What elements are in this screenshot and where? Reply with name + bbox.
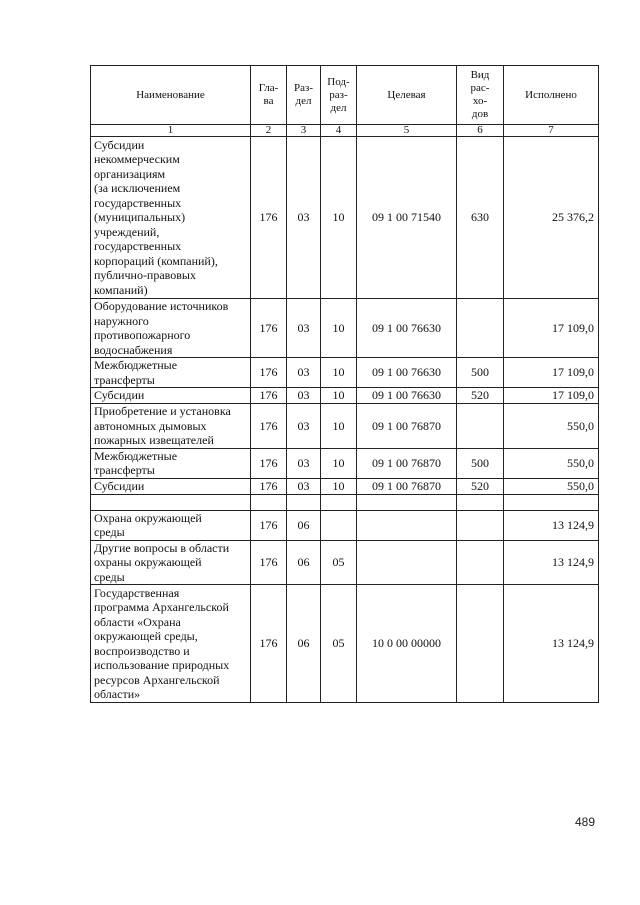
cell-celevaya: 09 1 00 76870: [357, 404, 457, 449]
cell-podrazdel: 10: [321, 388, 357, 404]
cell-glava: 176: [251, 388, 287, 404]
cell-vid: [457, 510, 504, 540]
table-row: [91, 137, 599, 299]
cell-razdel: 03: [287, 299, 321, 358]
cell-name: Охрана окружающей среды: [91, 510, 251, 540]
cell-glava: 176: [251, 540, 287, 585]
cell-celevaya: 09 1 00 76870: [357, 478, 457, 494]
cell-podrazdel: 05: [321, 540, 357, 585]
cell-ispolneno: 550,0: [504, 448, 599, 478]
cell-name: Субсидии: [91, 478, 251, 494]
cell-name: Межбюджетные трансферты: [91, 358, 251, 388]
column-number: 1: [91, 125, 251, 137]
cell-ispolneno: 550,0: [504, 404, 599, 449]
cell-name: Оборудование источников наружного противопожарного водоснабжения: [91, 299, 251, 358]
cell-vid: [457, 494, 504, 510]
table-row: [91, 404, 599, 449]
column-number-row: [91, 125, 599, 137]
cell-razdel: [287, 494, 321, 510]
cell-ispolneno: 13 124,9: [504, 540, 599, 585]
cell-celevaya: [357, 540, 457, 585]
table-row: [91, 540, 599, 585]
cell-name: Приобретение и установка автономных дымовых пожарных извещателей: [91, 404, 251, 449]
cell-razdel: 03: [287, 358, 321, 388]
cell-ispolneno: 550,0: [504, 478, 599, 494]
cell-glava: 176: [251, 585, 287, 703]
cell-vid: 500: [457, 448, 504, 478]
cell-celevaya: 10 0 00 00000: [357, 585, 457, 703]
cell-vid: 500: [457, 358, 504, 388]
cell-razdel: 03: [287, 404, 321, 449]
cell-vid: 520: [457, 388, 504, 404]
column-number: 4: [321, 125, 357, 137]
header-ispolneno: Исполнено: [504, 66, 599, 125]
cell-vid: [457, 299, 504, 358]
cell-glava: 176: [251, 299, 287, 358]
cell-celevaya: [357, 510, 457, 540]
cell-razdel: 06: [287, 540, 321, 585]
column-number: 6: [457, 125, 504, 137]
column-number: 2: [251, 125, 287, 137]
cell-name: Субсидии: [91, 388, 251, 404]
cell-ispolneno: 17 109,0: [504, 358, 599, 388]
cell-vid: [457, 404, 504, 449]
cell-podrazdel: [321, 510, 357, 540]
cell-glava: 176: [251, 448, 287, 478]
column-number: 7: [504, 125, 599, 137]
cell-ispolneno: 25 376,2: [504, 137, 599, 299]
table-row: [91, 448, 599, 478]
cell-vid: 520: [457, 478, 504, 494]
cell-razdel: 03: [287, 137, 321, 299]
cell-ispolneno: 17 109,0: [504, 299, 599, 358]
cell-razdel: 06: [287, 585, 321, 703]
cell-podrazdel: 10: [321, 478, 357, 494]
cell-vid: 630: [457, 137, 504, 299]
table-row: [91, 388, 599, 404]
column-number: 5: [357, 125, 457, 137]
header-celevaya: Целевая: [357, 66, 457, 125]
header-name: Наименование: [91, 66, 251, 125]
cell-ispolneno: [504, 494, 599, 510]
table-row: [91, 299, 599, 358]
table-row: [91, 478, 599, 494]
cell-name: [91, 494, 251, 510]
cell-name: Другие вопросы в области охраны окружающей среды: [91, 540, 251, 585]
header-vid: Вид рас- хо- дов: [457, 66, 504, 125]
cell-ispolneno: 17 109,0: [504, 388, 599, 404]
table-row: [91, 510, 599, 540]
header-razdel: Раз- дел: [287, 66, 321, 125]
cell-podrazdel: 10: [321, 299, 357, 358]
cell-podrazdel: 10: [321, 358, 357, 388]
cell-name: Государственная программа Архангельской области «Охрана окружающей среды, воспроизводство и использование природных ресурсов Архангельской области»: [91, 585, 251, 703]
cell-glava: 176: [251, 510, 287, 540]
cell-ispolneno: 13 124,9: [504, 585, 599, 703]
cell-glava: 176: [251, 358, 287, 388]
cell-glava: 176: [251, 478, 287, 494]
cell-vid: [457, 585, 504, 703]
header-row: [91, 66, 599, 125]
cell-ispolneno: 13 124,9: [504, 510, 599, 540]
cell-razdel: 06: [287, 510, 321, 540]
cell-podrazdel: [321, 494, 357, 510]
header-glava: Гла- ва: [251, 66, 287, 125]
cell-razdel: 03: [287, 388, 321, 404]
table-row: [91, 358, 599, 388]
cell-glava: 176: [251, 137, 287, 299]
column-number: 3: [287, 125, 321, 137]
cell-glava: 176: [251, 404, 287, 449]
budget-table: [90, 65, 599, 703]
cell-celevaya: 09 1 00 76630: [357, 299, 457, 358]
cell-podrazdel: 10: [321, 448, 357, 478]
cell-podrazdel: 05: [321, 585, 357, 703]
cell-podrazdel: 10: [321, 404, 357, 449]
cell-celevaya: [357, 494, 457, 510]
cell-celevaya: 09 1 00 71540: [357, 137, 457, 299]
cell-celevaya: 09 1 00 76630: [357, 388, 457, 404]
page-number: 489: [574, 815, 595, 829]
table-row: [91, 494, 599, 510]
cell-razdel: 03: [287, 448, 321, 478]
cell-podrazdel: 10: [321, 137, 357, 299]
cell-celevaya: 09 1 00 76630: [357, 358, 457, 388]
table-row: [91, 585, 599, 703]
cell-name: Субсидии некоммерческим организациям (за исключением государственных (муниципальных) учреждений, государственных корпораций (компаний), публично-правовых компаний): [91, 137, 251, 299]
cell-celevaya: 09 1 00 76870: [357, 448, 457, 478]
header-podrazdel: Под- раз- дел: [321, 66, 357, 125]
cell-name: Межбюджетные трансферты: [91, 448, 251, 478]
cell-razdel: 03: [287, 478, 321, 494]
cell-vid: [457, 540, 504, 585]
cell-glava: [251, 494, 287, 510]
